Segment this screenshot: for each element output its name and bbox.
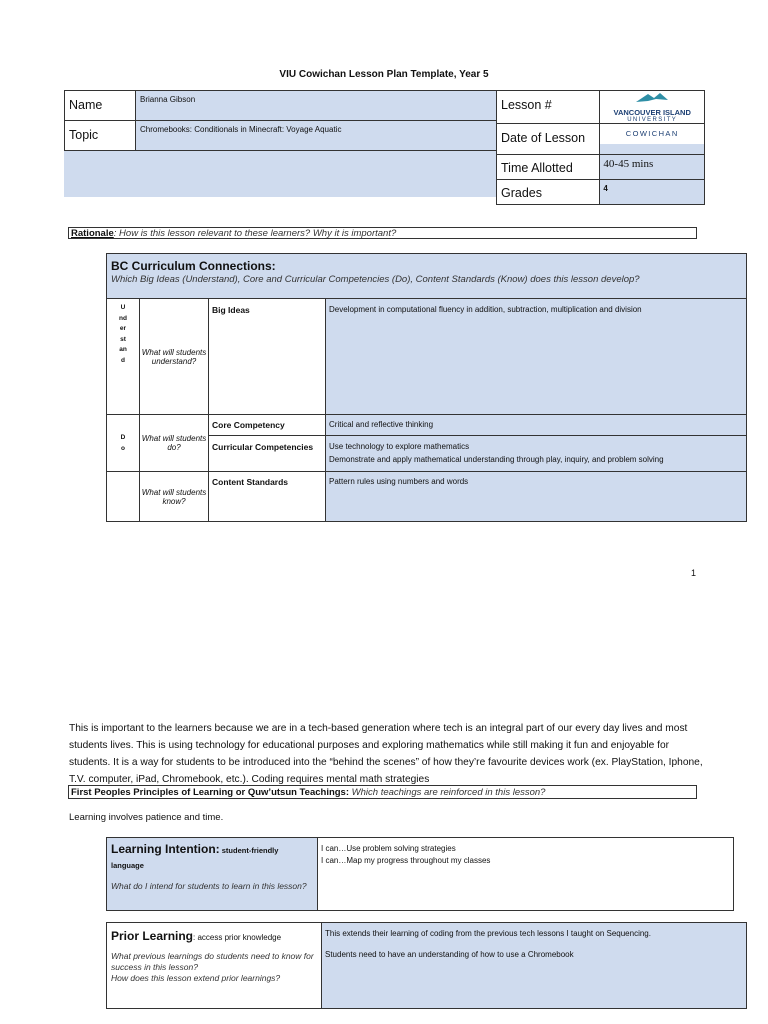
name-label: Name	[65, 91, 136, 121]
curriculum-heading: BC Curriculum Connections:	[111, 259, 276, 273]
first-peoples-label: First Peoples Principles of Learning or Quw’utsun Teachings:	[71, 787, 350, 798]
learning-intention-label-cell	[107, 838, 318, 911]
prior-learning-label-cell	[107, 923, 322, 1009]
core-competency-value[interactable]: Critical and reflective thinking	[326, 415, 747, 436]
curricular-competencies-value[interactable]	[326, 436, 747, 472]
do-question: What will students do?	[140, 415, 209, 472]
date-value[interactable]	[600, 144, 704, 154]
learning-intention-prompt: What do I intend for students to learn in this lesson?	[111, 881, 307, 891]
page-number: 1	[691, 568, 697, 578]
logo-university-name: VANCOUVER ISLAND	[613, 108, 691, 117]
learning-intention-value-1: I can…Use problem solving strategies	[321, 844, 456, 853]
name-value[interactable]: Brianna Gibson	[136, 91, 497, 121]
do-vertical-label: Do	[107, 415, 140, 472]
prior-learning-value-1: This extends their learning of coding from the previous tech lessons I taught on Sequencing.	[325, 929, 651, 938]
know-vertical-label	[107, 472, 140, 522]
prior-learning-prompt-2: How does this lesson extend prior learnings?	[111, 973, 281, 983]
core-competency-label: Core Competency	[209, 415, 326, 436]
header-right-table	[496, 90, 705, 205]
first-peoples-bar	[68, 785, 697, 799]
curricular-value-2: Demonstrate and apply mathematical understanding through play, inquiry, and problem solving	[329, 455, 664, 464]
prior-learning-value-2: Students need to have an understanding of how to use a Chromebook	[325, 950, 574, 959]
curriculum-header	[107, 254, 747, 299]
prior-learning-table	[106, 922, 747, 1009]
prior-learning-value[interactable]	[322, 923, 747, 1009]
prior-learning-heading: Prior Learning	[111, 929, 194, 943]
lesson-label: Lesson #	[497, 91, 600, 124]
time-value[interactable]: 40-45 mins	[600, 155, 705, 180]
rationale-prompt: : How is this lesson relevant to these learners? Why it is important?	[113, 228, 397, 239]
date-label: Date of Lesson	[497, 124, 600, 155]
content-standards-label: Content Standards	[209, 472, 326, 522]
learning-intention-heading-small: student-friendly language	[111, 846, 279, 870]
learning-intention-table	[106, 837, 734, 911]
curricular-value-1: Use technology to explore mathematics	[329, 442, 470, 451]
topic-value[interactable]: Chromebooks: Conditionals in Minecraft: Voyage Aquatic	[136, 121, 497, 151]
rationale-bar	[68, 227, 697, 239]
curricular-competencies-label: Curricular Competencies	[209, 436, 326, 472]
rationale-label: Rationale	[71, 228, 114, 239]
prior-learning-heading-small: : access prior knowledge	[193, 933, 282, 942]
topic-label: Topic	[65, 121, 136, 151]
logo-campus-name: COWICHAN	[600, 124, 704, 144]
logo-wave-icon	[634, 92, 670, 104]
first-peoples-answer: Learning involves patience and time.	[69, 812, 224, 823]
grades-label: Grades	[497, 180, 600, 205]
first-peoples-prompt: Which teachings are reinforced in this lesson?	[349, 787, 546, 798]
understand-question: What will students understand?	[140, 299, 209, 415]
learning-intention-value[interactable]	[318, 838, 734, 911]
learning-intention-value-2: I can…Map my progress throughout my classes	[321, 856, 491, 865]
understand-vertical-label: Understand	[107, 299, 140, 415]
header-left-table	[64, 90, 497, 197]
prior-learning-prompt-1: What previous learnings do students need to know for success in this lesson?	[111, 951, 314, 972]
know-question: What will students know?	[140, 472, 209, 522]
big-ideas-value[interactable]: Development in computational fluency in addition, subtraction, multiplication and division	[326, 299, 747, 415]
time-label: Time Allotted	[497, 155, 600, 180]
rationale-paragraph: This is important to the learners because we are in a tech-based generation where tech is an integral part of our every day lives and most students lives. This is using technology for educational purposes and exploring mathematics while still making it fun and enjoyable for students. It is a way for students to be introduced into the “behind the scenes” of how they’re favourite devices work (ex. PlayStation, Iphone, T.V. computer, iPad, Chromebook, etc.). Coding requires mental math strategies	[69, 723, 703, 785]
content-standards-value[interactable]: Pattern rules using numbers and words	[326, 472, 747, 522]
grades-value[interactable]: 4	[600, 180, 705, 205]
logo-university-word: UNIVERSITY	[627, 117, 678, 123]
learning-intention-heading: Learning Intention:	[111, 842, 220, 856]
header-blue-fill	[64, 151, 497, 197]
campus-cell	[600, 124, 705, 155]
viu-logo	[600, 91, 705, 124]
curriculum-subheading: Which Big Ideas (Understand), Core and Curricular Competencies (Do), Content Standards (Know) does this lesson develop?	[111, 274, 640, 285]
curriculum-table	[106, 253, 747, 522]
big-ideas-label: Big Ideas	[209, 299, 326, 415]
document-title: VIU Cowichan Lesson Plan Template, Year 5	[279, 69, 489, 80]
